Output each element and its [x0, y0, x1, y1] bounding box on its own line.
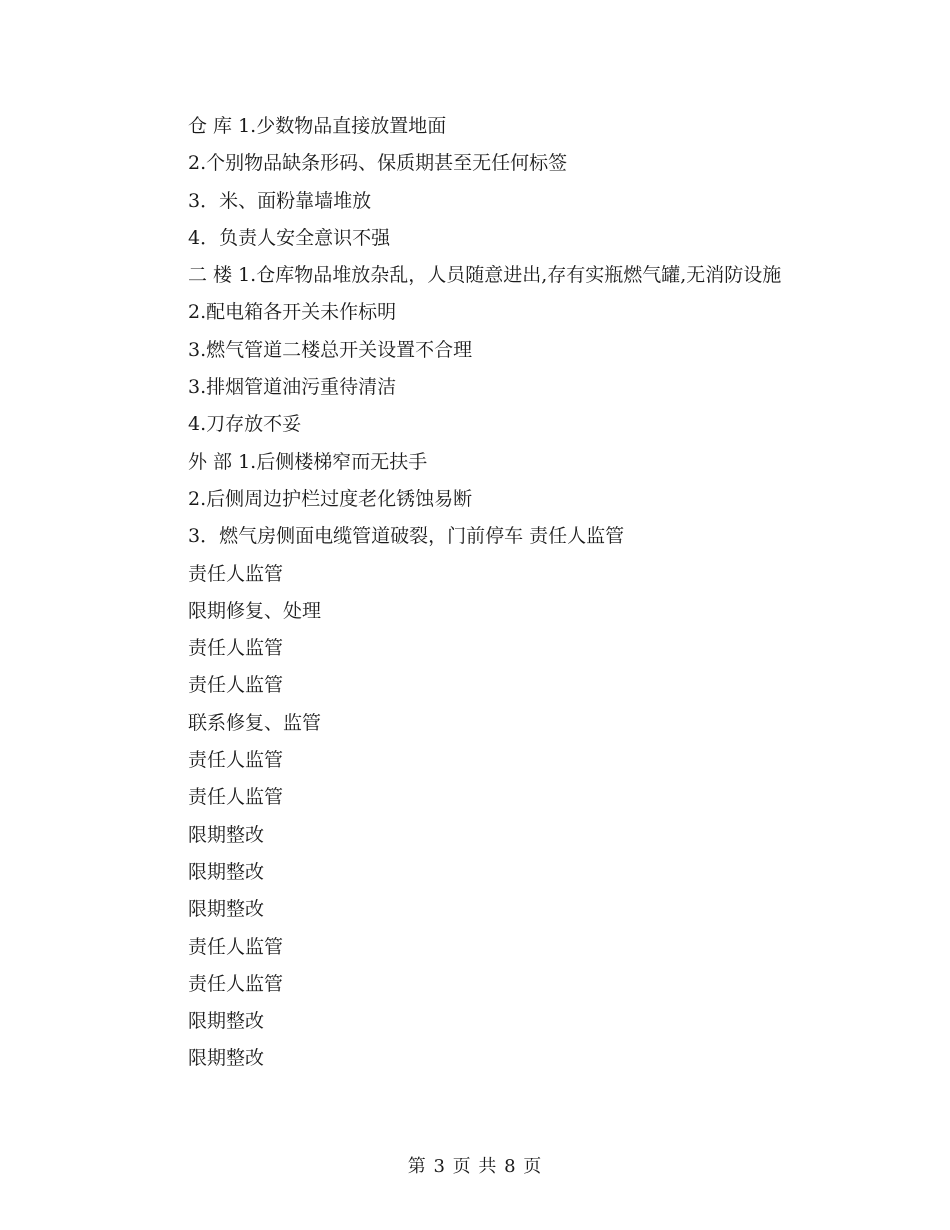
text-line: 限期整改 — [188, 898, 265, 921]
text-line: 责任人监管 — [188, 935, 284, 958]
text-line: 仓 库 1.少数物品直接放置地面 — [188, 115, 447, 137]
text-line: 限期修复、处理 — [188, 599, 322, 622]
text-line: 限期整改 — [188, 1047, 265, 1070]
text-line: 3.燃气管道二楼总开关设置不合理 — [188, 338, 473, 361]
text-line: 限期整改 — [188, 823, 265, 846]
text-line: 限期整改 — [188, 860, 265, 883]
text-line: 责任人监管 — [188, 786, 284, 809]
document-body — [142, 108, 812, 1078]
text-line: 2.个别物品缺条形码、保质期甚至无任何标签 — [188, 152, 568, 175]
text-line: 4．负责人安全意识不强 — [188, 226, 391, 249]
text-line: 2.后侧周边护栏过度老化锈蚀易断 — [188, 487, 473, 510]
text-line: 责任人监管 — [188, 972, 284, 995]
text-line: 责任人监管 — [188, 674, 284, 697]
text-line: 外 部 1.后侧楼梯窄而无扶手 — [188, 450, 428, 473]
text-line: 3．燃气房侧面电缆管道破裂，门前停车 责任人监管 — [188, 525, 625, 548]
text-line: 3．米、面粉靠墙堆放 — [188, 189, 372, 212]
text-line: 二 楼 1.仓库物品堆放杂乱，人员随意进出,存有实瓶燃气罐,无消防设施 — [188, 264, 782, 287]
text-line: 责任人监管 — [188, 637, 284, 660]
text-line: 责任人监管 — [188, 749, 284, 772]
text-line: 责任人监管 — [188, 562, 284, 585]
text-line: 联系修复、监管 — [188, 711, 322, 734]
text-line: 3.排烟管道油污重待清洁 — [188, 376, 397, 399]
page-number-footer: 第 3 页 共 8 页 — [407, 1156, 543, 1177]
text-line: 4.刀存放不妥 — [188, 413, 302, 436]
text-line: 2.配电箱各开关未作标明 — [188, 301, 397, 324]
text-line: 限期整改 — [188, 1010, 265, 1033]
